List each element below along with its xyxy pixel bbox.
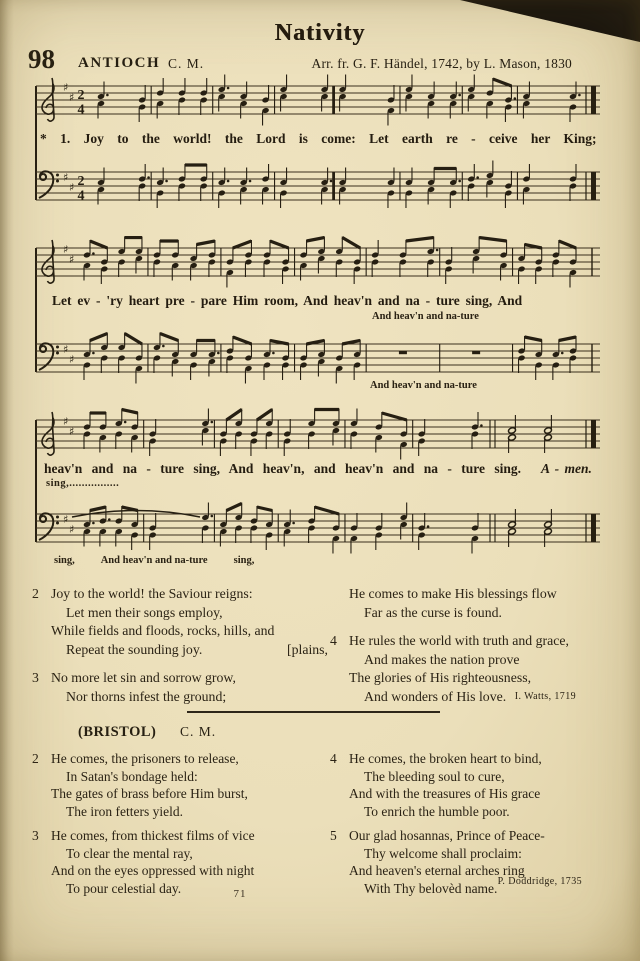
verse-line: He comes, the prisoners to release, <box>51 751 239 766</box>
verse-number: 3 <box>32 828 39 843</box>
verse-line: Our glad hosannas, Prince of Peace- <box>349 828 545 843</box>
verse-line: Repeat the sounding joy. [plains, <box>51 641 324 660</box>
page-number: 71 <box>233 888 247 900</box>
svg-text:♯: ♯ <box>69 253 75 266</box>
verse <box>330 585 622 622</box>
bristol-tune-name: (BRISTOL) <box>78 724 157 740</box>
verse-line: To enrich the humble poor. <box>364 803 510 819</box>
verse-line: Nor thorns infest the ground; <box>66 688 227 704</box>
lyric-line-1: * 1. Joy to the world! the Lord is come: Let earth re - ceive her King; <box>40 131 597 146</box>
svg-text:♯: ♯ <box>69 181 75 194</box>
verse-number: 4 <box>330 751 337 766</box>
verse-line: No more let sin and sorrow grow, <box>51 670 236 685</box>
svg-text:♯: ♯ <box>69 523 75 536</box>
verse-line: The glories of His righteousness, <box>349 670 532 685</box>
verse-line: And heaven's eternal arches ring <box>349 863 525 878</box>
svg-text:4: 4 <box>77 102 85 118</box>
verse <box>32 669 324 706</box>
verse-line: He rules the world with truth and grace, <box>349 633 569 648</box>
bristol-column-left <box>32 750 324 904</box>
verse-line: And on the eyes oppressed with night <box>51 863 255 878</box>
verse <box>330 750 622 820</box>
hymn-number: 98 <box>28 44 55 74</box>
verse-line: And wonders of His love. <box>364 688 507 704</box>
verse <box>32 585 328 659</box>
svg-text:♯: ♯ <box>69 91 75 104</box>
verse-number: 2 <box>32 586 39 601</box>
svg-text:♯: ♯ <box>63 171 69 184</box>
svg-text:♯: ♯ <box>69 353 75 366</box>
verse-line: Far as the curse is found. <box>364 604 502 620</box>
page-gutter-shadow <box>0 0 14 961</box>
verse-line: And with the treasures of His grace <box>349 786 541 801</box>
svg-text:♯: ♯ <box>63 243 69 256</box>
verse-line: The gates of brass before Him burst, <box>51 786 248 801</box>
verse-line: Joy to the world! the Saviour reigns: <box>51 586 253 601</box>
verse-line: While fields and floods, rocks, hills, and <box>51 623 275 638</box>
section-divider <box>187 711 440 713</box>
sing-echo-line: sing,................ <box>46 478 120 489</box>
verse <box>330 632 622 706</box>
verse-line: To clear the mental ray, <box>66 845 193 861</box>
svg-text:♯: ♯ <box>63 81 69 94</box>
verse-line: He comes, the broken heart to bind, <box>349 751 542 766</box>
echo-part: And heav'n and na-ture <box>100 555 208 566</box>
verse-line: With Thy belovèd name. <box>364 880 498 896</box>
lyric-amen: A - men. <box>541 461 592 476</box>
verses-column-left <box>32 585 328 716</box>
verse-number: 3 <box>32 670 39 685</box>
arranger-credit: Arr. fr. G. F. Händel, 1742, by L. Mason, 1830 <box>311 56 572 71</box>
echo-part: sing, <box>233 555 255 566</box>
svg-text:♯: ♯ <box>63 343 69 356</box>
verse-line: He comes to make His blessings flow <box>349 586 557 601</box>
verse-line: Thy welcome shall proclaim: <box>364 845 522 861</box>
verse-line: In Satan's bondage held: <box>66 768 198 784</box>
bass-echo-line-2 <box>54 555 254 566</box>
echo-part: sing, <box>54 555 75 566</box>
treble-echo-line: And heav'n and na-ture <box>372 311 479 322</box>
verse-number: 2 <box>32 751 39 766</box>
verse-line: To pour celestial day. <box>66 880 182 896</box>
section-title: Nativity <box>274 20 366 46</box>
svg-text:4: 4 <box>77 188 85 204</box>
author-attribution: I. Watts, 1719 <box>514 691 576 702</box>
verse-number: 5 <box>330 828 337 843</box>
verse-line: The iron fetters yield. <box>66 803 183 819</box>
svg-text:♯: ♯ <box>69 425 75 438</box>
verse-line: The bleeding soul to cure, <box>364 768 505 784</box>
verse-line: And makes the nation prove <box>364 651 520 667</box>
bristol-heading <box>78 724 216 741</box>
tune-meter: C. M. <box>168 56 205 71</box>
svg-text:♯: ♯ <box>63 415 69 428</box>
verse-line: Let men their songs employ, <box>66 604 223 620</box>
svg-text:2: 2 <box>77 174 85 189</box>
music-system-3 <box>26 406 614 578</box>
svg-text:♯: ♯ <box>63 513 69 526</box>
lyric-line-3 <box>44 461 592 477</box>
verse <box>32 827 324 897</box>
svg-text:2: 2 <box>77 88 85 103</box>
lyric-line-2: Let ev - 'ry heart pre - pare Him room, And heav'n and na - ture sing, And <box>52 293 523 308</box>
verse <box>32 750 324 820</box>
lyric-main: heav'n and na - ture sing, And heav'n, and heav'n and na - ture sing. <box>44 461 521 476</box>
tune-name: ANTIOCH <box>78 55 161 71</box>
author-attribution: P. Doddridge, 1735 <box>497 876 582 887</box>
verses-column-right <box>330 585 622 716</box>
music-system-2 <box>26 236 614 402</box>
verse-line-overflow: [plains, <box>287 641 328 657</box>
bass-echo-line: And heav'n and na-ture <box>370 380 477 391</box>
bristol-meter: C. M. <box>180 724 217 739</box>
music-system-1 <box>26 74 614 222</box>
verse-line: He comes, from thickest films of vice <box>51 828 255 843</box>
verse-number: 4 <box>330 633 337 648</box>
verse-number <box>330 585 349 622</box>
